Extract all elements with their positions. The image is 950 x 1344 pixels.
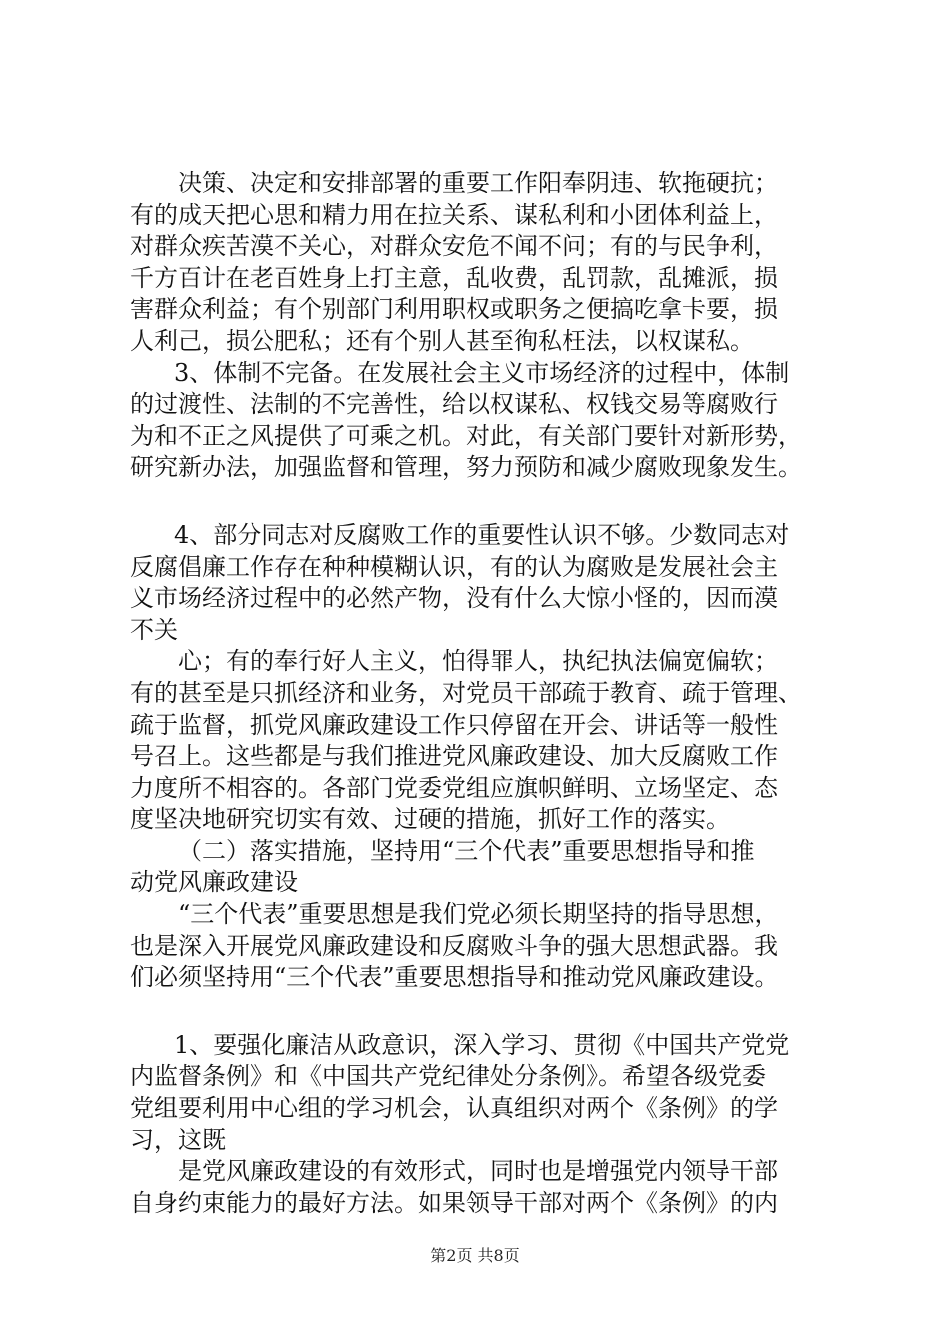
text-line: 决策、决定和安排部署的重要工作阳奉阴违、软拖硬抗； [178,169,778,197]
text-line: 内监督条例》和《中国共产党纪律处分条例》。希望各级党委 [130,1062,766,1091]
text-line: 为和不正之风提供了可乘之机。对此，有关部门要针对新形势， [130,421,802,450]
text-line: 号召上。这些都是与我们推进党风廉政建设、加大反腐败工作 [130,742,778,771]
text-line: 不关 [130,615,178,644]
text-line: 是党风廉政建设的有效形式，同时也是增强党内领导干部 [178,1157,778,1186]
text-line: 3、体制不完备。在发展社会主义市场经济的过程中，体制 [174,358,790,387]
text-line: 也是深入开展党风廉政建设和反腐败斗争的强大思想武器。我 [130,931,778,960]
text-line: 疏于监督，抓党风廉政建设工作只停留在开会、讲话等一般性 [130,710,778,739]
text-line: 们必须坚持用“三个代表”重要思想指导和推动党风廉政建设。 [130,963,779,992]
text-line: 的过渡性、法制的不完善性，给以权谋私、权钱交易等腐败行 [130,390,778,419]
text-line: 心；有的奉行好人主义，怕得罪人，执纪执法偏宽偏软； [178,647,778,676]
text-line: “三个代表”重要思想是我们党必须长期坚持的指导思想， [178,900,779,929]
text-line: 有的甚至是只抓经济和业务，对党员干部疏于教育、疏于管理、 [130,678,802,707]
text-line: 研究新办法，加强监督和管理，努力预防和减少腐败现象发生。 [130,453,802,482]
text-line: 对群众疾苦漠不关心，对群众安危不闻不问；有的与民争利， [130,232,778,261]
text-line: 人利己，损公肥私；还有个别人甚至徇私枉法，以权谋私。 [130,326,754,355]
document-body [130,168,850,1219]
section-heading: （二）落实措施，坚持用“三个代表”重要思想指导和推 [178,836,755,865]
text-line: 党组要利用中心组的学习机会，认真组织对两个《条例》的学 [130,1094,778,1123]
text-line: 自身约束能力的最好方法。如果领导干部对两个《条例》的内 [130,1188,778,1217]
text-line: 力度所不相容的。各部门党委党组应旗帜鲜明、立场坚定、态 [130,773,778,802]
text-line: 害群众利益；有个别部门利用职权或职务之便搞吃拿卡要，损 [130,295,778,324]
text-line: 反腐倡廉工作存在种种模糊认识，有的认为腐败是发展社会主 [130,552,778,581]
text-line: 有的成天把心思和精力用在拉关系、谋私利和小团体利益上， [130,200,778,229]
page-footer: 第2页 共8页 [430,1246,520,1265]
text-line: 1、要强化廉洁从政意识，深入学习、贯彻《中国共产党党 [174,1030,790,1059]
text-line: 4、部分同志对反腐败工作的重要性认识不够。少数同志对 [174,520,790,549]
section-heading: 动党风廉政建设 [130,868,298,897]
text-line: 千方百计在老百姓身上打主意，乱收费，乱罚款，乱摊派，损 [130,263,778,292]
paragraph-gap [130,994,850,1030]
text-line: 义市场经济过程中的必然产物，没有什么大惊小怪的，因而漠 [130,584,778,613]
paragraph-gap [130,484,850,520]
text-line: 习，这既 [130,1125,226,1154]
text-line: 度坚决地研究切实有效、过硬的措施，抓好工作的落实。 [130,805,730,834]
